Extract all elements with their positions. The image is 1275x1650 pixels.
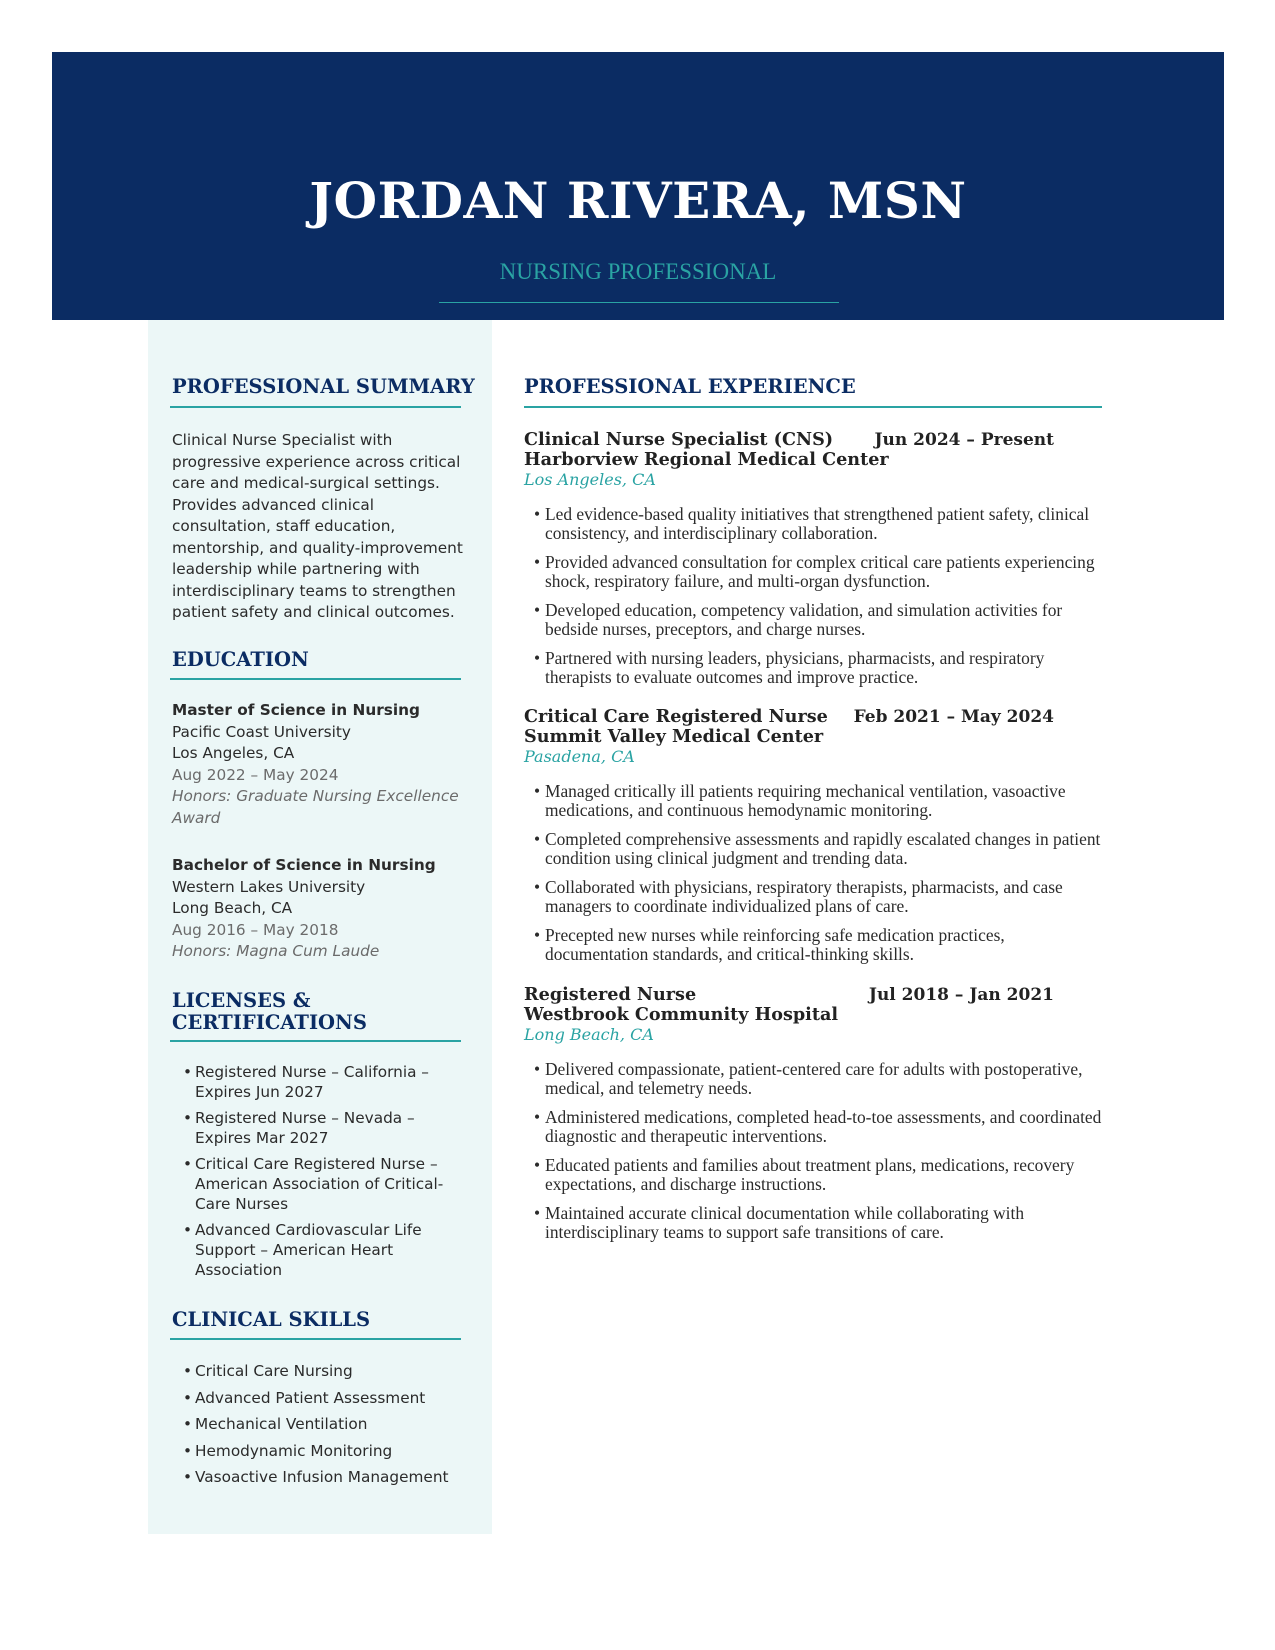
list-item: • Maintained accurate clinical documentation while collaborating with interdisciplinary teams to support safe transitions of care. xyxy=(524,1204,1104,1242)
education-location: Long Beach, CA xyxy=(172,899,293,917)
job-dates: Feb 2021 – May 2024 xyxy=(853,707,1054,727)
job-location: Los Angeles, CA xyxy=(524,470,656,489)
job-title: Clinical Nurse Specialist (CNS) xyxy=(524,429,834,450)
experience-heading: PROFESSIONAL EXPERIENCE xyxy=(524,375,856,398)
skills-heading: CLINICAL SKILLS xyxy=(172,1308,371,1331)
contact-separator: | xyxy=(727,329,732,350)
job-bullets xyxy=(524,505,1104,697)
education-degree: Bachelor of Science in Nursing xyxy=(172,856,436,874)
education-honors: Honors: Magna Cum Laude xyxy=(172,942,380,960)
list-item: • Mechanical Ventilation xyxy=(172,1411,468,1438)
list-item: • Delivered compassionate, patient-centered care for adults with postoperative, medical, and telemetry needs. xyxy=(524,1060,1104,1098)
job-employer: Summit Valley Medical Center xyxy=(524,726,824,747)
resume-header xyxy=(52,52,1224,350)
job-location: Pasadena, CA xyxy=(524,747,635,766)
licenses-heading-line: CERTIFICATIONS xyxy=(172,1010,367,1034)
education-dates: Aug 2022 – May 2024 xyxy=(172,765,339,784)
list-item: • Registered Nurse – California – Expires Jun 2027 xyxy=(172,1062,468,1102)
job-dates: Jun 2024 – Present xyxy=(874,430,1054,450)
list-item: • Completed comprehensive assessments and rapidly escalated changes in patient condition using clinical judgment and trending data. xyxy=(524,830,1104,868)
job-employer: Westbrook Community Hospital xyxy=(524,1004,839,1025)
job-title: Registered Nurse xyxy=(524,984,697,1005)
list-item: • Registered Nurse – Nevada – Expires Mar 2027 xyxy=(172,1108,468,1148)
list-item: • Critical Care Registered Nurse – American Association of Critical-Care Nurses xyxy=(172,1154,468,1214)
education-school: Pacific Coast University xyxy=(172,722,351,741)
education-dates: Aug 2016 – May 2018 xyxy=(172,920,339,939)
job-location: Long Beach, CA xyxy=(524,1025,654,1044)
list-item: • Developed education, competency validation, and simulation activities for bedside nurses, preceptors, and charge nurses. xyxy=(524,601,1104,639)
list-item: • Educated patients and families about treatment plans, medications, recovery expectations, and discharge instructions. xyxy=(524,1156,1104,1194)
education-honors: Honors: Graduate Nursing Excellence Award xyxy=(172,787,459,827)
education-rule xyxy=(170,678,461,680)
experience-rule xyxy=(524,406,1102,408)
job-title: Critical Care Registered Nurse xyxy=(524,706,828,727)
summary-heading: PROFESSIONAL SUMMARY xyxy=(172,375,475,398)
education-school: Western Lakes University xyxy=(172,877,366,896)
list-item: • Partnered with nursing leaders, physicians, pharmacists, and respiratory therapists to evaluate outcomes and improve practice. xyxy=(524,649,1104,687)
job-bullets xyxy=(524,782,1104,974)
licenses-rule xyxy=(170,1040,461,1042)
licenses-heading xyxy=(172,990,367,1034)
list-item: • Managed critically ill patients requiring mechanical ventilation, vasoactive medications, and continuous hemodynamic monitoring. xyxy=(524,782,1104,820)
skills-rule xyxy=(170,1338,461,1340)
list-item: • Administered medications, completed head-to-toe assessments, and coordinated diagnostic and therapeutic interventions. xyxy=(524,1108,1104,1146)
list-item: • Advanced Cardiovascular Life Support – American Heart Association xyxy=(172,1220,468,1280)
summary-text: Clinical Nurse Specialist with progressive experience across critical care and medical-surgical settings. Provides advanced clinical consultation, staff education, mentorship, and quality-improvement leadership while partnering with interdisciplinary teams to strengthen patient safety and clinical outcomes. xyxy=(172,431,463,621)
job-bullets xyxy=(524,1060,1104,1252)
list-item: • Led evidence-based quality initiatives that strengthened patient safety, clinical consistency, and interdisciplinary collaboration. xyxy=(524,505,1104,543)
skills-list xyxy=(172,1358,468,1491)
education-item xyxy=(172,855,462,963)
education-location: Los Angeles, CA xyxy=(172,744,295,762)
list-item: • Advanced Patient Assessment xyxy=(172,1385,468,1412)
list-item: • Precepted new nurses while reinforcing safe medication practices, documentation standards, and critical-thinking skills. xyxy=(524,926,1104,964)
list-item: • Collaborated with physicians, respiratory therapists, pharmacists, and case managers to coordinate individualized plans of care. xyxy=(524,878,1104,916)
education-item xyxy=(172,700,462,829)
list-item: • Vasoactive Infusion Management xyxy=(172,1464,468,1491)
job-employer: Harborview Regional Medical Center xyxy=(524,449,889,470)
education-degree: Master of Science in Nursing xyxy=(172,701,420,719)
list-item: • Critical Care Nursing xyxy=(172,1358,468,1385)
contact-linkedin[interactable]: https://www.linkedin.com/in/jordan-rivera-rn xyxy=(744,329,1089,350)
contact-email[interactable]: jordan-rivera@example.com xyxy=(496,329,715,350)
list-item: • Provided advanced consultation for complex critical care patients experiencing shock, respiratory failure, and multi-organ dysfunction. xyxy=(524,553,1104,591)
licenses-list xyxy=(172,1062,468,1280)
education-heading: EDUCATION xyxy=(172,648,309,671)
candidate-title: NURSING PROFESSIONAL xyxy=(499,259,777,284)
licenses-heading-line: LICENSES & xyxy=(172,989,311,1012)
header-divider xyxy=(439,302,839,303)
list-item: • Hemodynamic Monitoring xyxy=(172,1438,468,1465)
job-dates: Jul 2018 – Jan 2021 xyxy=(868,985,1054,1005)
summary-rule xyxy=(170,406,461,408)
candidate-name: JORDAN RIVERA, MSN xyxy=(309,171,967,230)
